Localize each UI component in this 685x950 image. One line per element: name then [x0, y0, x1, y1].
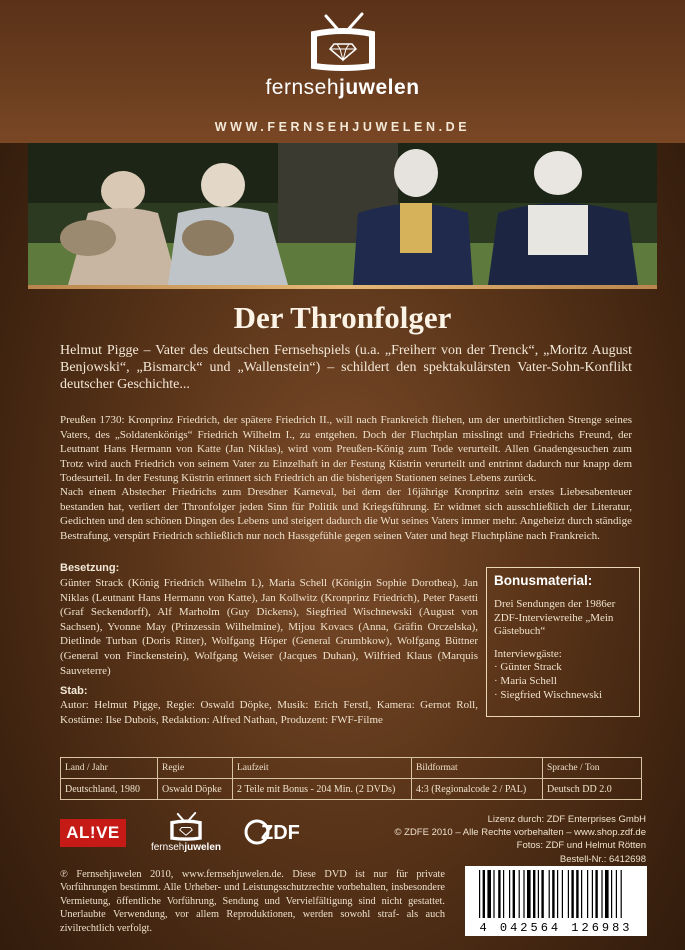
barcode-bar [523, 870, 524, 918]
specs-value-cell: Deutsch DD 2.0 [543, 779, 642, 800]
barcode-bar [527, 870, 531, 918]
specs-value-cell: Oswald Döpke [158, 779, 233, 800]
specs-header-cell: Laufzeit [233, 758, 412, 779]
copyright-notice: ℗ Fernsehjuwelen 2010, www.fernsehjuwelen.de. Diese DVD ist nur für private Vorführungen bestimmt. Alle Urheber- und Leistungsschutzrechte vorbehalten, insbesondere Vermietung, öffentliche Vorführung, Sendung und Vervielfältigung sind nicht gestattet. Unerlaubte Verwendung, vor allem Reproduktionen, werden sowohl straf- als auch zivilrechtlich verfolgt. [60, 869, 445, 934]
small-logo-wordmark [146, 842, 226, 853]
crew-list: Autor: Helmut Pigge, Regie: Oswald Döpke, Musik: Erich Ferstl, Kamera: Gernot Roll, Kostüme: Ilse Dubois, Redaktion: Alfred Nathan, Produzent: FWF-Filme [60, 699, 478, 726]
brand-logo [0, 12, 685, 100]
barcode-bar [538, 870, 539, 918]
license-line-3: Fotos: ZDF und Helmut Rötten [516, 840, 646, 851]
synopsis-paragraph-2: Nach einem Abstecher Friedrichs zum Dresdner Karneval, bei dem der 16jährige Kronprinz sein erstes Liebesabenteuer bestanden hat, verliert der Thronfolger jeden Sinn für Politik und Kriegsführung. Er widmet sich ausschließlich der Literatur, Gedichten und den schönen Dingen des Lebens und steigert dadurch die Wut seines Vaters immer mehr. Angeheizt durch ständige Bestrafung, verspürt Friedrich schließlich nur noch Hassgefühle gegen seinen Vater und hegt Fluchtpläne nach Frankreich. [60, 486, 632, 542]
synopsis-paragraph-1: Preußen 1730: Kronprinz Friedrich, der spätere Friedrich II., will nach Frankreich fliehen, um der unerbittlichen Strenge seines Vaters, des „Soldatenkönigs“ Friedrich Wilhelm I., zu entgehen. Doch der Fluchtplan misslingt und Friedrichs Freund, der Leutnant Hans Hermann von Katte (Jan Niklas), wird vom Preußen-König zum Tode verurteilt. Allen Gnadengesuchen zum Trotz wird auch Friedrich von seinem Vater zu Einzelhaft in der Festung Küstrin verurteilt und entrinnt dadurch nur knapp dem Todesurteil. In der Festung Küstrin erinnert sich Friedrich an die bisherigen Stationen seines Lebens zurück. [60, 414, 632, 485]
barcode-bar [498, 870, 500, 918]
barcode-bar [549, 870, 550, 918]
bonus-interview-label: Interviewgäste: [494, 647, 562, 660]
barcode-bars [465, 866, 647, 922]
barcode-bar [576, 870, 578, 918]
barcode-bar [581, 870, 582, 918]
barcode-bar [621, 870, 622, 918]
crew-heading: Stab: [60, 685, 88, 697]
film-title: Der Thronfolger [233, 300, 452, 335]
small-logo-bold: juwelen [184, 842, 222, 853]
barcode-bar [587, 870, 588, 918]
zdf-logo [243, 817, 315, 847]
fernsehjuwelen-small-logo [146, 812, 226, 853]
specs-header-cell: Sprache / Ton [543, 758, 642, 779]
barcode-bar [533, 870, 535, 918]
bonus-guest: · Siegfried Wischnewski [494, 688, 603, 701]
barcode-bar [595, 870, 597, 918]
specs-value-cell: Deutschland, 1980 [61, 779, 158, 800]
barcode-bar [519, 870, 520, 918]
specs-header-cell: Bildformat [412, 758, 543, 779]
barcode-bar [513, 870, 515, 918]
website-url: WWW.FERNSEHJUWELEN.DE [214, 120, 471, 134]
specs-header-cell: Regie [158, 758, 233, 779]
license-info [330, 813, 646, 852]
specs-header-row [61, 758, 642, 779]
barcode-bar [616, 870, 617, 918]
specs-value-cell: 2 Teile mit Bonus - 204 Min. (2 DVDs) [233, 779, 412, 800]
photo-divider [28, 285, 657, 289]
specs-value-row [61, 779, 642, 800]
brand-wordmark [0, 76, 685, 100]
barcode-bar [541, 870, 543, 918]
license-line-2: © ZDFE 2010 – Alle Rechte vorbehalten – www.shop.zdf.de [394, 827, 646, 838]
barcode-bar [571, 870, 573, 918]
small-logo-light: fernseh [150, 842, 185, 853]
barcode-bar [509, 870, 510, 918]
barcode-bar [483, 870, 485, 918]
specs-header-cell: Land / Jahr [61, 758, 158, 779]
barcode-bar [592, 870, 593, 918]
barcode-bar [611, 870, 612, 918]
intro-text: Helmut Pigge – Vater des deutschen Fernsehspiels (u.a. „Freiherr von der Trenck“, „Moritz August Benjowski“, „Bismarck“ und „Wallenstein“) – schildert den spektakulärsten Vater-Sohn-Konflikt deutscher Geschichte... [60, 343, 632, 392]
barcode-bar [552, 870, 554, 918]
specs-table [60, 757, 642, 800]
alive-logo: AL!VE [60, 819, 126, 847]
bonus-guest: · Maria Schell [494, 674, 557, 687]
brand-wordmark-light: fernseh [265, 76, 339, 99]
tv-diamond-icon [304, 12, 382, 74]
brand-wordmark-bold: juwelen [339, 76, 420, 99]
film-still-photo [28, 143, 657, 285]
license-line-1: Lizenz durch: ZDF Enterprises GmbH [487, 814, 646, 825]
cast-list: Günter Strack (König Friedrich Wilhelm I.), Maria Schell (Königin Sophie Dorothea), Jan Niklas (Leutnant Hans Hermann von Katte), Jan Kollwitz (Kronprinz Friedrich), Peter Pasetti (Graf Seckendorff), Alf Marholm (Guy Dickens), Siegfried Wischnewski (August von Sachsen), Yvonne May (Prinzessin Wilhelmine), Mijou Kovacs (Anna, Gräfin Orczelska), Dietlinde Turban (Doris Ritter), Wolfgang Höper (General Grumbkow), Wolfgang Büttner (General von Finckenstein), Wolfgang Weiser (Jacques Duhan), Wilfried Klaus (Marquis Sauveterre) [60, 577, 478, 677]
order-number: Bestell-Nr.: 6412698 [559, 854, 646, 865]
barcode-bar [601, 870, 602, 918]
zdf-logo-text: ZDF [261, 822, 300, 844]
bonus-material-box [486, 567, 640, 717]
barcode-bar [487, 870, 491, 918]
barcode [465, 866, 647, 936]
tv-diamond-icon [166, 812, 206, 842]
bonus-title: Bonusmaterial: [494, 573, 593, 588]
barcode-bar [557, 870, 558, 918]
barcode-bar [493, 870, 494, 918]
barcode-bar [605, 870, 609, 918]
barcode-number: 4 042564 126983 [479, 921, 633, 935]
barcode-bar [503, 870, 504, 918]
barcode-bar [568, 870, 569, 918]
barcode-bar [479, 870, 480, 918]
bonus-description: Drei Sendungen der 1986er ZDF-Interviewreihe „Mein Gästebuch“ [494, 598, 616, 638]
bonus-guest: · Günter Strack [494, 661, 562, 674]
cast-heading: Besetzung: [60, 562, 120, 574]
specs-value-cell: 4:3 (Regionalcode 2 / PAL) [412, 779, 543, 800]
film-still-illustration [28, 143, 657, 285]
barcode-bar [562, 870, 563, 918]
